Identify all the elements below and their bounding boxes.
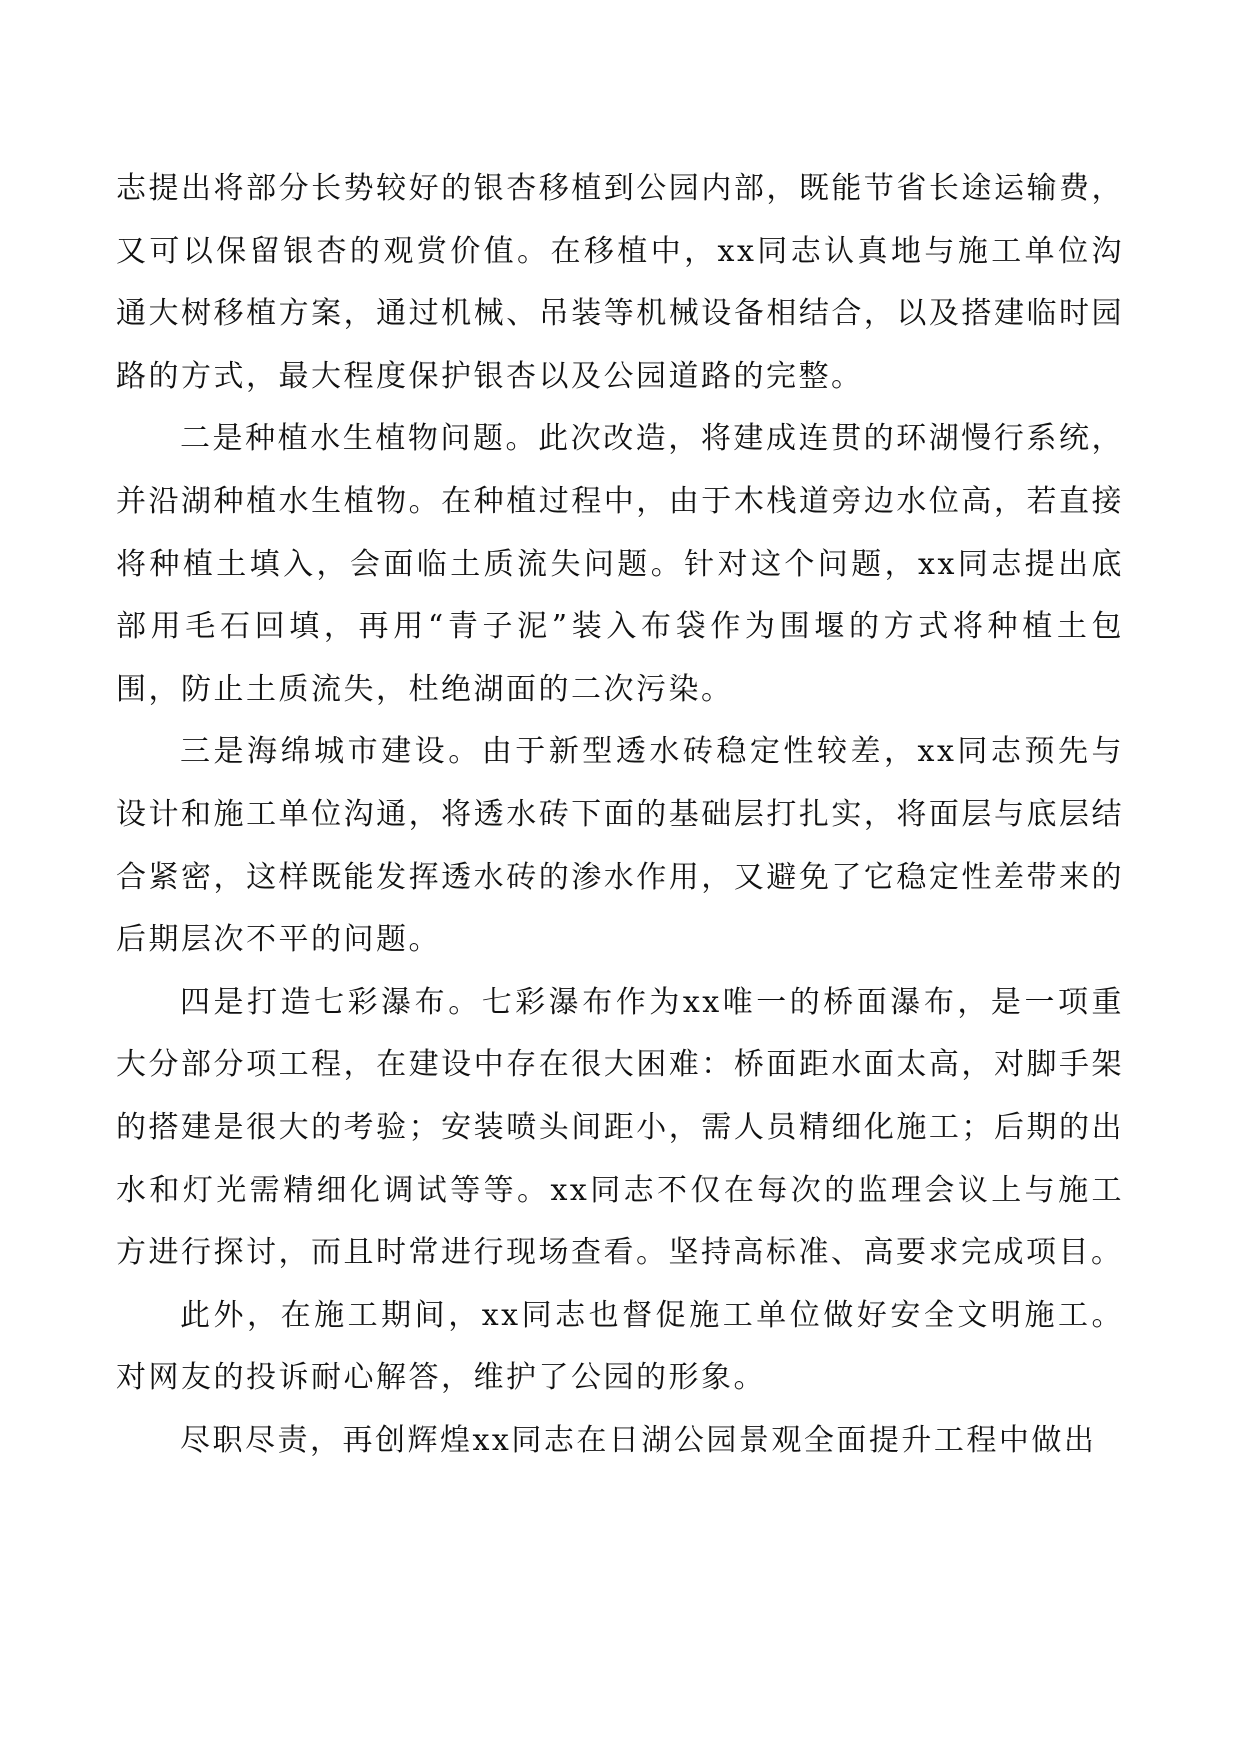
paragraph-sponge-city: 三是海绵城市建设。由于新型透水砖稳定性较差，xx同志预先与设计和施工单位沟通，将透水砖下面的基础层打扎实，将面层与底层结合紧密，这样既能发挥透水砖的渗水作用，又避免了它稳定性差带来的后期层次不平的问题。 [116, 734, 1124, 958]
paragraph-safety: 此外，在施工期间，xx同志也督促施工单位做好安全文明施工。对网友的投诉耐心解答，维护了公园的形象。 [116, 1297, 1124, 1396]
document-body [116, 158, 1124, 1472]
paragraph-waterfall: 四是打造七彩瀑布。七彩瀑布作为xx唯一的桥面瀑布，是一项重大分部分项工程，在建设中存在很大困难：桥面距水面太高，对脚手架的搭建是很大的考验；安装喷头间距小，需人员精细化施工；后期的出水和灯光需精细化调试等等。xx同志不仅在每次的监理会议上与施工方进行探讨，而且时常进行现场查看。坚持高标准、高要求完成项目。 [116, 984, 1124, 1271]
paragraph-closing: 尽职尽责，再创辉煌xx同志在日湖公园景观全面提升工程中做出 [180, 1422, 1097, 1458]
paragraph-aquatic-plants: 二是种植水生植物问题。此次改造，将建成连贯的环湖慢行系统，并沿湖种植水生植物。在种植过程中，由于木栈道旁边水位高，若直接将种植土填入，会面临土质流失问题。针对这个问题，xx同志提出底部用毛石回填，再用“青子泥”装入布袋作为围堰的方式将种植土包围，防止土质流失，杜绝湖面的二次污染。 [116, 421, 1124, 707]
paragraph-continuation: 志提出将部分长势较好的银杏移植到公园内部，既能节省长途运输费，又可以保留银杏的观赏价值。在移植中，xx同志认真地与施工单位沟通大树移植方案，通过机械、吊装等机械设备相结合，以及搭建临时园路的方式，最大程度保护银杏以及公园道路的完整。 [116, 171, 1124, 394]
